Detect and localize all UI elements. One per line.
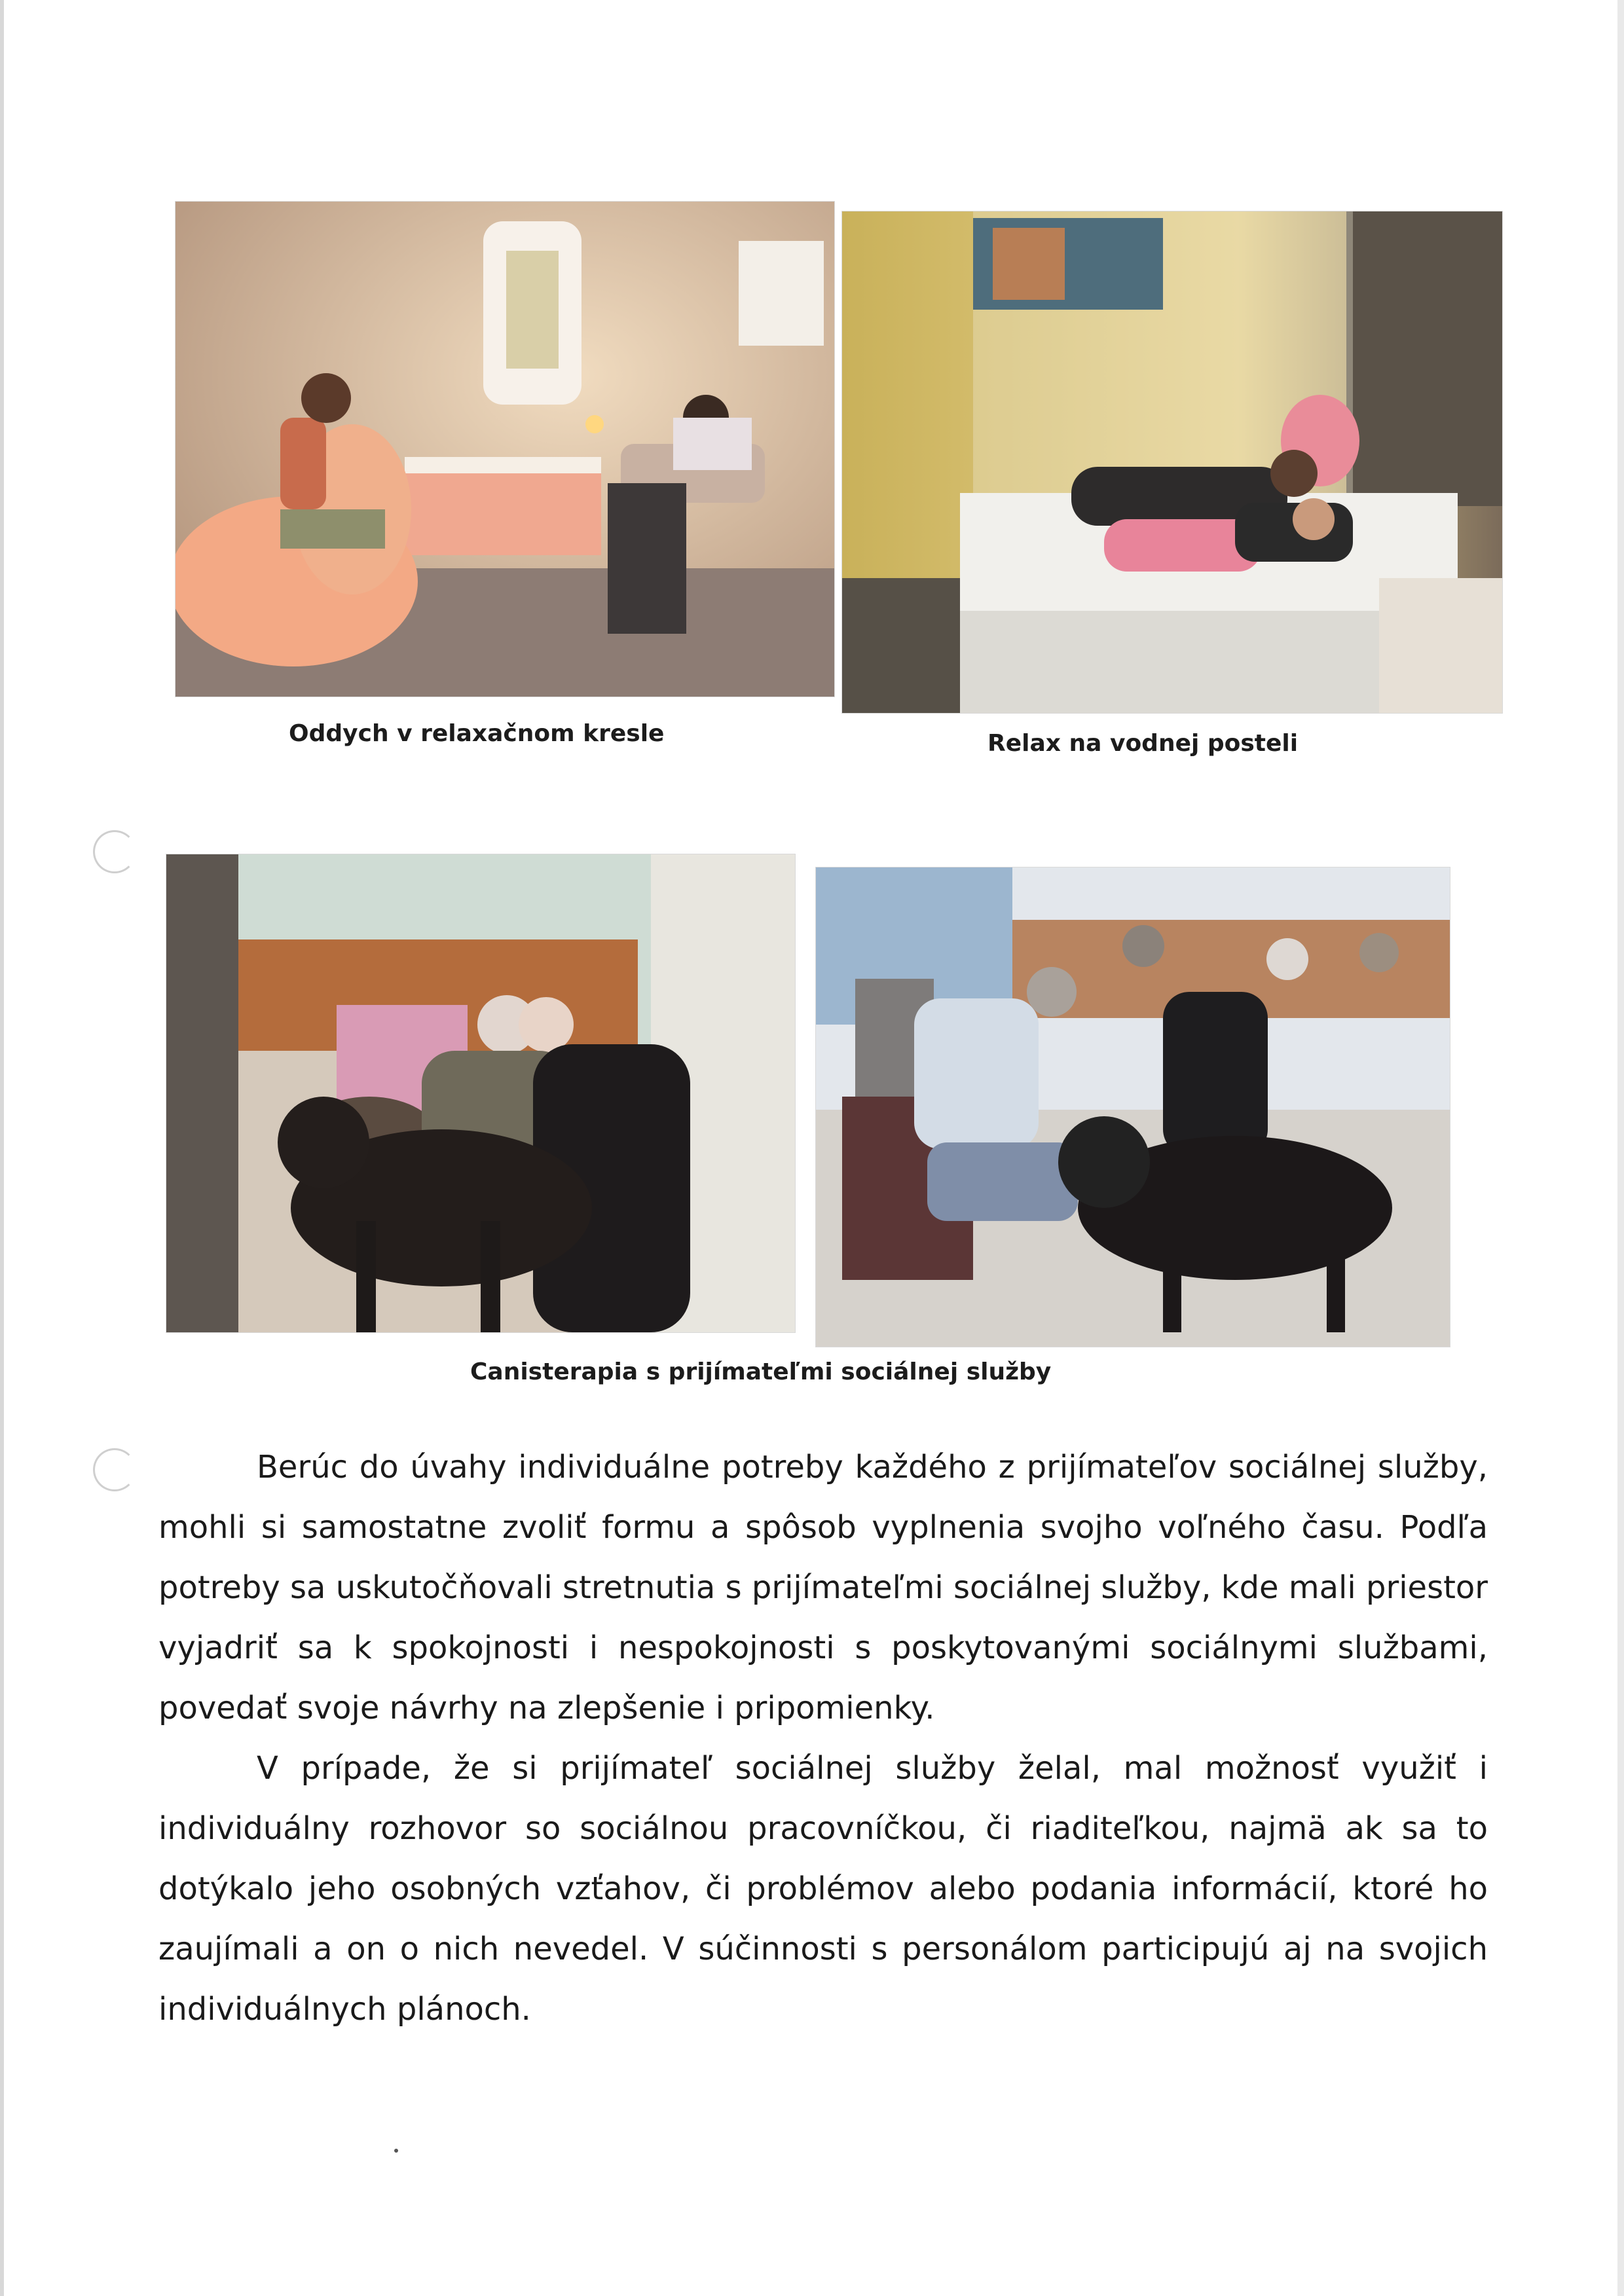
photo-caption-water-bed: Relax na vodnej posteli (987, 730, 1299, 757)
photo-canistherapy-right-image (816, 867, 1450, 1347)
photo-canistherapy-right (816, 867, 1450, 1347)
shared-caption-canistherapy: Canisterapia s prijímateľmi sociálnej služby (470, 1358, 1052, 1385)
paragraph-individual-interview: V prípade, že si prijímateľ sociálnej služby želal, mal možnosť využiť i individuálny rozhovor so sociálnou pracovníčkou, či riaditeľkou, najmä ak sa to dotýkalo jeho osobných vzťahov, či problémov alebo podania informácií, ktoré ho zaujímali a on o nich nevedel. V súčinnosti s personálom participujú aj na svojich individuálnych plánoch. (158, 1750, 1488, 2028)
scan-speck (394, 2149, 398, 2153)
photo-water-bed-image (842, 211, 1502, 713)
photo-canistherapy-left (166, 854, 795, 1332)
punch-hole-lower (93, 1448, 136, 1491)
photo-relaxation-armchair (175, 202, 834, 697)
photo-relaxation-armchair-image (175, 202, 834, 697)
body-text (158, 1437, 1488, 2039)
punch-hole-upper (93, 830, 136, 873)
paragraph-free-time: Berúc do úvahy individuálne potreby každého z prijímateľov sociálnej služby, mohli si samostatne zvoliť formu a spôsob vyplnenia svojho voľného času. Podľa potreby sa uskutočňovali stretnutia s prijímateľmi sociálnej služby, kde mali priestor vyjadriť sa k spokojnosti i nespokojnosti s poskytovanými sociálnymi službami, povedať svoje návrhy na zlepšenie i pripomienky. (158, 1449, 1488, 1726)
photo-canistherapy-left-image (166, 854, 795, 1332)
photo-caption-relaxation-armchair: Oddych v relaxačnom kresle (289, 720, 665, 747)
photo-water-bed (842, 211, 1502, 713)
